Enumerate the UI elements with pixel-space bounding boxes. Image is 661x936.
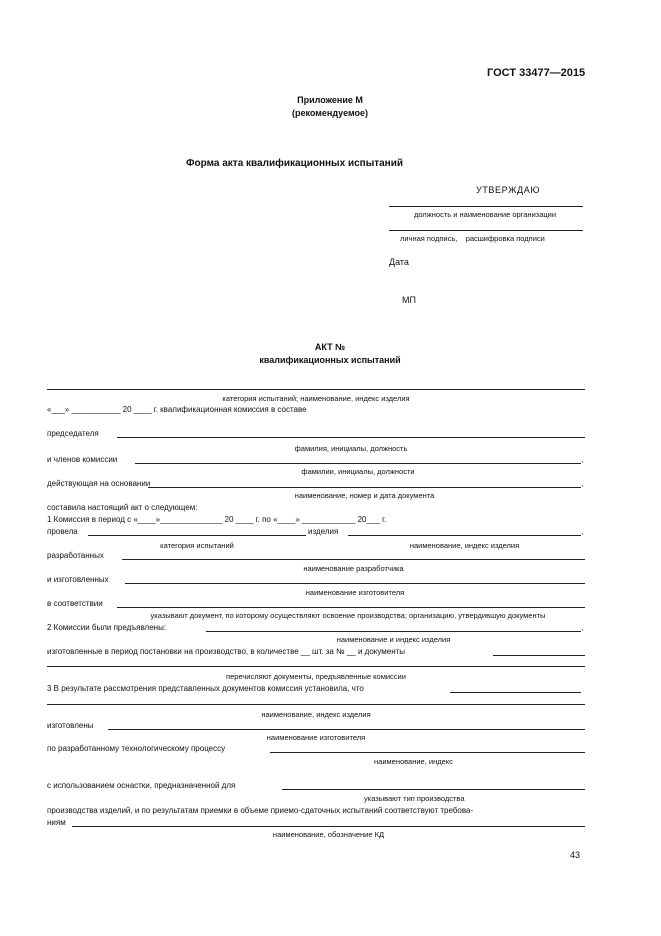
niyam-label: ниям xyxy=(47,818,66,827)
act-title: АКТ № xyxy=(314,342,346,352)
signature-caption: личная подпись, расшифровка подписи xyxy=(400,234,545,243)
page-number: 43 xyxy=(570,850,581,860)
conducted-line xyxy=(88,535,306,536)
caption-manufacturer: наименование изготовителя xyxy=(305,588,405,597)
caption-category-product: категория испытаний; наименование, индекс изделия xyxy=(222,394,410,403)
item2-text: 2 Комиссии были предъявлены: xyxy=(47,623,167,632)
item3-text: 3 В результате рассмотрения представленных документов комиссия установила, что xyxy=(47,684,364,693)
caption-fio-position: фамилия, инициалы, должность xyxy=(294,444,408,453)
position-caption: должность и наименование организации xyxy=(414,210,557,219)
caption-kd: наименование, обозначение КД xyxy=(272,830,385,839)
item2-comma: , xyxy=(581,623,584,632)
accordance-line xyxy=(117,607,585,608)
standard-code: ГОСТ 33477—2015 xyxy=(487,67,586,79)
item3-line-2 xyxy=(47,704,585,705)
conducted-label: провела xyxy=(47,527,78,536)
members-comma: , xyxy=(581,455,584,464)
product-word: изделия xyxy=(308,527,339,536)
appendix-note: (рекомендуемое) xyxy=(292,108,368,118)
manufactured-line xyxy=(125,583,585,584)
caption-name-index: наименование и индекс изделия xyxy=(336,635,451,644)
caption-name-index-2: наименование, индекс изделия xyxy=(261,710,371,719)
members-line xyxy=(135,463,581,464)
appendix-label: Приложение М xyxy=(297,95,363,105)
item3-line xyxy=(450,692,581,693)
caption-product-index: наименование, индекс изделия xyxy=(409,541,520,550)
chairman-line xyxy=(117,437,585,438)
approve-label: УТВЕРЖДАЮ xyxy=(476,185,541,195)
act-subtitle: квалификационных испытаний xyxy=(259,355,401,365)
tooling-label: с использованием оснастки, предназначенной для xyxy=(47,781,236,790)
caption-list-docs: перечисляют документы, предъявленные комиссии xyxy=(226,672,406,681)
made-period-text: изготовленные в период постановки на производство, в количестве __ шт. за № __ и документы xyxy=(47,647,406,656)
docs-list-line xyxy=(47,666,585,667)
kd-line xyxy=(72,826,585,827)
members-label: и членов комиссии xyxy=(47,455,118,464)
item1-text: 1 Комиссия в период с «____»______________ 20 ____ г. по «____» ____________ 20___ г. xyxy=(47,515,387,524)
caption-accordance: указывают документ, по которому осуществляют освоение производства; организацию, утвердившую документы xyxy=(150,611,546,620)
caption-developer: наименование разработчика xyxy=(303,564,404,573)
caption-production-type: указывают тип производства xyxy=(364,794,465,803)
category-product-line xyxy=(47,389,585,390)
form-title: Форма акта квалификационных испытаний xyxy=(186,158,404,169)
date-commission-line: «___» ___________ 20 ____ г. квалификационная комиссия в составе xyxy=(47,405,307,414)
manufactured-label: и изготовленных xyxy=(47,575,109,584)
acting-line xyxy=(148,487,581,488)
item2-line xyxy=(206,631,581,632)
tech-process-label: по разработанному технологическому процессу xyxy=(47,744,226,753)
date-label: Дата xyxy=(389,257,409,267)
acting-label: действующая на основании xyxy=(47,479,151,488)
product-line xyxy=(348,535,581,536)
acting-comma: , xyxy=(581,479,584,488)
accordance-label: в соответствии xyxy=(47,599,103,608)
approval-signature-line xyxy=(389,230,583,231)
caption-doc: наименование, номер и дата документа xyxy=(294,491,435,500)
caption-category: категория испытаний xyxy=(160,541,234,550)
approval-position-line xyxy=(389,206,583,207)
tooling-line xyxy=(282,789,585,790)
made-label: изготовлены xyxy=(47,721,94,730)
chairman-label: председателя xyxy=(47,429,99,438)
composed-label: составила настоящий акт о следующем: xyxy=(47,503,198,512)
caption-fio-positions: фамилии, инициалы, должности xyxy=(301,467,415,476)
stamp-label: МП xyxy=(402,295,416,305)
caption-name-index-3: наименование, индекс xyxy=(374,757,453,766)
made-line xyxy=(108,729,585,730)
made-period-line xyxy=(493,655,585,656)
product-comma: , xyxy=(581,527,584,536)
developed-line xyxy=(122,559,585,560)
tech-process-line xyxy=(270,752,585,753)
production-text: производства изделий, и по результатам приемки в объеме приемо-сдаточных испытаний соответствуют требова- xyxy=(47,806,474,815)
caption-manufacturer-2: наименование изготовителя xyxy=(266,733,366,742)
developed-label: разработанных xyxy=(47,551,104,560)
